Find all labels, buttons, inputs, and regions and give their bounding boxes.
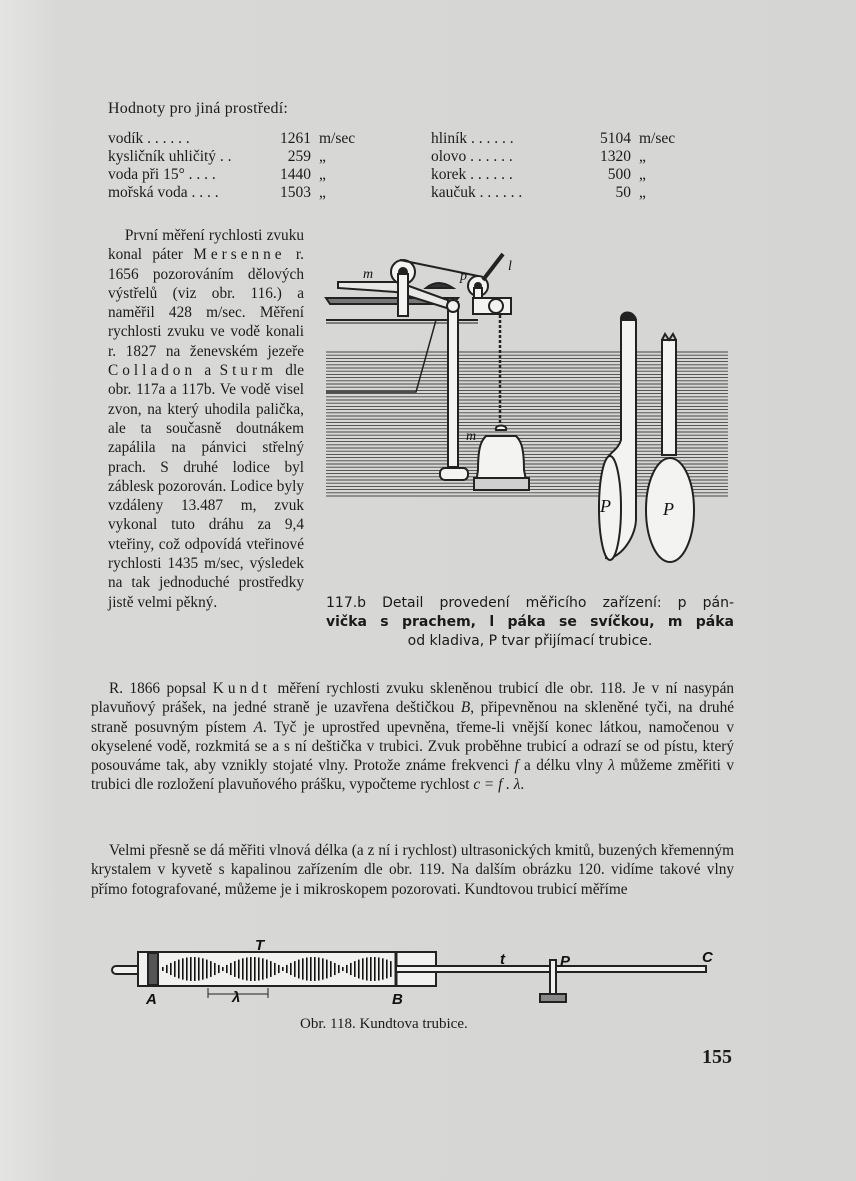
dust-stripe bbox=[250, 957, 252, 981]
speed-unit: m/sec bbox=[319, 130, 356, 147]
speed-value: 500 bbox=[607, 166, 631, 183]
speed-value: 5104 bbox=[600, 130, 631, 147]
label-A: A bbox=[146, 991, 157, 1008]
table-row bbox=[431, 130, 675, 148]
medium-name: hliník . . . . . . bbox=[431, 130, 514, 147]
speed-unit: „ bbox=[319, 184, 326, 201]
dust-stripe bbox=[326, 960, 328, 979]
dust-stripe bbox=[390, 961, 392, 977]
dust-stripe bbox=[238, 960, 240, 979]
dust-stripe bbox=[214, 963, 216, 975]
dust-stripe bbox=[198, 957, 200, 980]
dust-stripe bbox=[382, 958, 384, 979]
dust-stripe bbox=[242, 958, 244, 979]
dust-stripe bbox=[294, 961, 296, 977]
figure-118-kundt-tube bbox=[110, 940, 730, 1010]
clamp-base bbox=[540, 994, 566, 1002]
table-row bbox=[431, 166, 675, 184]
dust-stripe bbox=[262, 958, 264, 979]
label-p-pan: p bbox=[460, 269, 467, 284]
dust-stripe bbox=[290, 963, 292, 975]
speed-unit: „ bbox=[639, 184, 646, 201]
label-B: B bbox=[392, 991, 403, 1008]
dust-stripe bbox=[378, 957, 380, 980]
label-P-left: P bbox=[600, 496, 611, 516]
page-number: 155 bbox=[702, 1046, 732, 1068]
dust-stripe bbox=[218, 965, 220, 973]
dust-stripe bbox=[246, 957, 248, 980]
speed-unit: m/sec bbox=[639, 130, 676, 147]
medium-name: voda při 15° . . . . bbox=[108, 166, 216, 183]
figure-117b bbox=[318, 240, 746, 575]
dust-stripe bbox=[338, 965, 340, 973]
dust-stripe bbox=[366, 957, 368, 980]
speed-value: 50 bbox=[615, 184, 631, 201]
dust-stripe bbox=[254, 957, 256, 981]
dust-stripe bbox=[334, 963, 336, 975]
name-mersenne: Mersenne bbox=[193, 246, 286, 264]
name-colladon: Colladon bbox=[108, 362, 197, 380]
figure-118-caption: Obr. 118. Kundtova trubice. bbox=[300, 1016, 468, 1032]
dust-stripe bbox=[194, 957, 196, 981]
speed-value: 1320 bbox=[600, 148, 631, 165]
dust-stripe bbox=[350, 963, 352, 975]
dust-stripe bbox=[222, 967, 224, 971]
speed-value: 1440 bbox=[280, 166, 311, 183]
dust-stripe bbox=[278, 965, 280, 973]
paragraph-history: První měření rychlosti zvuku konal páter Mersenne r. 1656 pozorováním dělových výstřelů (viz obr. 116.) a naměřil 428 m/sec. Měření rychlosti zvuku ve vodě konali r. 1827 na ženevském jezeře Colladon a Sturm dle obr. 117a a 117b. Ve vodě visel zvon, na který uhodila palička, ale ta současně doutnákem zapálila na pánvici střelný prach. S druhé lodice byl záblesk pozorován. Lodice byly vzdáleny 13.487 m, zvuk vykonal tuto dráhu za 9,4 vteřiny, což odpovídá vteřinové rychlosti 1435 m/sec, výsledek na tak jednoduché prostředky jistě velmi pěkný. bbox=[108, 227, 305, 611]
dust-stripe bbox=[178, 960, 180, 979]
speed-unit: „ bbox=[639, 166, 646, 183]
medium-name: kysličník uhličitý . . bbox=[108, 148, 232, 165]
dust-stripe bbox=[190, 957, 192, 981]
dust-stripe bbox=[386, 960, 388, 979]
dust-stripe bbox=[206, 960, 208, 979]
dust-stripe bbox=[374, 957, 376, 981]
dust-stripe bbox=[282, 967, 284, 971]
formula: c = f . λ bbox=[473, 776, 521, 794]
speed-value: 1503 bbox=[280, 184, 311, 201]
dust-stripe bbox=[274, 963, 276, 975]
label-lambda: λ bbox=[232, 989, 241, 1006]
medium-name: mořská voda . . . . bbox=[108, 184, 219, 201]
dust-stripe bbox=[306, 957, 308, 980]
speed-unit: „ bbox=[319, 166, 326, 183]
table-row bbox=[108, 148, 355, 166]
dust-stripe bbox=[342, 967, 344, 971]
dust-stripe bbox=[226, 965, 228, 973]
dust-stripe bbox=[370, 957, 372, 981]
figure-117b-caption: 117.b Detail provedení měřicího zařízení: p pán- vička s prachem, l páka se svíčkou, m páka od kladiva, P tvar přijímací trubice. bbox=[326, 595, 734, 649]
table-row bbox=[108, 184, 355, 202]
name-sturm: Sturm bbox=[219, 362, 277, 380]
speed-value: 259 bbox=[287, 148, 311, 165]
dust-stripe bbox=[310, 957, 312, 981]
dust-stripe bbox=[354, 961, 356, 977]
dust-stripe bbox=[362, 958, 364, 979]
section-heading: Hodnoty pro jiná prostředí: bbox=[108, 100, 289, 117]
table-row bbox=[108, 166, 355, 184]
dust-stripe bbox=[322, 958, 324, 979]
dust-stripe bbox=[286, 965, 288, 973]
piston-A bbox=[148, 953, 158, 985]
paragraph-kundt: R. 1866 popsal Kundt měření rychlosti zvuku skleněnou trubicí dle obr. 118. Je v ní nasypán plavuňový prášek, na jedné straně je uzavřena deštičkou B, připevněnou na skleněné tyči, na druhé straně posuvným pístem A. Tyč je uprostřed upevněna, třeme-li vnější konec látkou, namočenou v okyselené vodě, rozkmitá se a s ní deštička v trubici. Zvuk proběhne trubicí a odrazí se od pístu, který posouváme tak, aby vznikly stojaté vlny. Protože známe frekvenci f a délku vlny λ můžeme změřiti v trubici dle rozložení plavuňového prášku, vypočteme rychlost c = f . λ. bbox=[91, 680, 735, 794]
label-C: C bbox=[702, 949, 713, 966]
dust-stripe bbox=[182, 958, 184, 979]
label-m-lower: m bbox=[466, 429, 477, 444]
dust-stripe bbox=[302, 958, 304, 979]
speed-unit: „ bbox=[639, 148, 646, 165]
dust-stripe bbox=[170, 963, 172, 975]
medium-name: korek . . . . . . bbox=[431, 166, 513, 183]
label-P-right: P bbox=[663, 499, 674, 519]
dust-stripe bbox=[346, 965, 348, 973]
dust-stripe bbox=[314, 957, 316, 981]
dust-stripe bbox=[174, 961, 176, 977]
paragraph-ultrasonic: Velmi přesně se dá měřiti vlnová délka (a z ní i rychlost) ultrasonických kmitů, buzených křemenným krystalem v kyvetě s kapalinou zařízením dle obr. 119. Na dalším obrázku 120. vidíme takové vlny přímo fotografované, můžeme je i mikroskopem pozorovati. Kundtovou trubicí měříme bbox=[91, 842, 734, 898]
dust-stripe bbox=[258, 957, 260, 980]
dust-stripe bbox=[234, 961, 236, 977]
receiver-tubes bbox=[599, 313, 694, 563]
dust-stripe bbox=[266, 960, 268, 979]
dust-stripe bbox=[162, 967, 164, 971]
speed-table-left bbox=[108, 130, 355, 202]
medium-name: kaučuk . . . . . . bbox=[431, 184, 523, 201]
table-row bbox=[431, 184, 675, 202]
dust-stripe bbox=[318, 957, 320, 980]
speed-unit: „ bbox=[319, 148, 326, 165]
medium-name: vodík . . . . . . bbox=[108, 130, 190, 147]
label-t: t bbox=[500, 951, 505, 968]
label-l-lever: l bbox=[508, 259, 512, 274]
dust-stripe bbox=[230, 963, 232, 975]
clamp-P bbox=[550, 960, 556, 994]
name-kundt: Kundt bbox=[212, 680, 272, 697]
label-P: P bbox=[560, 953, 571, 970]
speed-value: 1261 bbox=[280, 130, 311, 147]
table-row bbox=[431, 148, 675, 166]
dust-stripe bbox=[298, 960, 300, 979]
dust-stripe bbox=[270, 961, 272, 977]
table-row bbox=[108, 130, 355, 148]
dust-stripe bbox=[210, 961, 212, 977]
dust-stripe bbox=[166, 965, 168, 973]
dust-stripe bbox=[186, 957, 188, 980]
dust-stripe bbox=[330, 961, 332, 977]
speed-table-right bbox=[431, 130, 675, 202]
label-m-top: m bbox=[363, 267, 374, 282]
dust-stripe bbox=[358, 960, 360, 979]
dust-stripe bbox=[202, 958, 204, 979]
label-T: T bbox=[255, 940, 265, 954]
medium-name: olovo . . . . . . bbox=[431, 148, 513, 165]
